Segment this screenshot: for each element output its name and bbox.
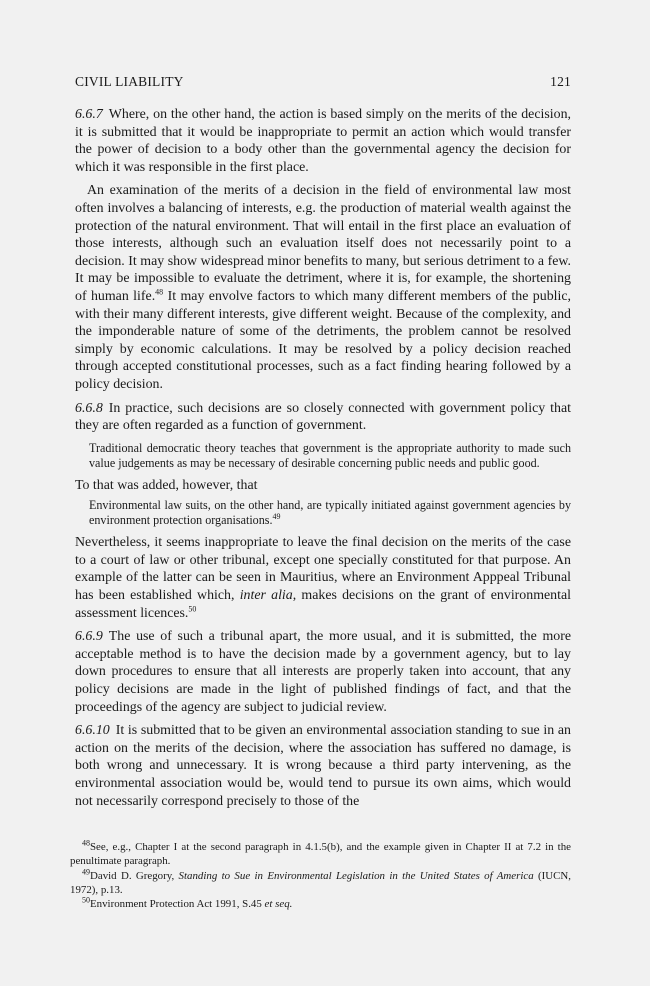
paragraph-text: In practice, such decisions are so closely connected with government policy that they are often regarded as a function of government.	[75, 400, 571, 434]
footnote-50	[70, 897, 571, 911]
footnote-number: 48	[82, 838, 90, 848]
footnotes	[70, 840, 571, 911]
page-number: 121	[550, 74, 571, 89]
paragraph-merits-examination	[75, 182, 571, 393]
paragraph-6-6-8	[75, 400, 571, 435]
footnote-text: David D. Gregory,	[90, 869, 179, 882]
paragraph-text: It is submitted that to be given an environmental association standing to sue in an action on the merits of the decision, where the association has suffered no damage, is both wrong and unnecessary. It is wrong because a third party intervening, as the environmental association would be, would tend to pursue its own aims, which would not necessarily correspond precisely to those of the	[75, 723, 571, 809]
footnote-text: Environment Protection Act 1991, S.45	[90, 898, 265, 911]
footnote-ref-49[interactable]: 49	[272, 512, 281, 522]
paragraph-6-6-10	[75, 722, 571, 810]
running-head	[75, 74, 571, 90]
paragraph-text: , makes decisions on the grant of environmental assessment licences.	[75, 588, 571, 621]
paragraph-text: The use of such a tribunal apart, the more usual, and it is submitted, the more acceptable method is to have the decision made by a government agency, but to lay down procedures to ensure that all interests are properly taken into account, that any policy decisions are made in the light of published findings of fact, and that the proceedings of the agency are subject to judicial review.	[75, 629, 571, 715]
italic-phrase: inter alia	[239, 588, 293, 604]
footnote-ref-48[interactable]: 48	[155, 287, 164, 297]
paragraph-text: Where, on the other hand, the action is based simply on the merits of the decision, it is submitted that it would be inappropriate to permit an action which would transfer the power of decision to a body other than the governmental agency the decision for which it was responsible in the first place.	[75, 107, 571, 175]
paragraph-6-6-9	[75, 628, 571, 716]
paragraph-nevertheless	[75, 534, 571, 622]
block-quote-2	[89, 498, 571, 528]
paragraph-text: Nevertheless, it seems inappropriate to leave the final decision on the merits of the case to a court of law or other tribunal, except one specially constituted for that purpose. An example of the latter can be seen in Mauritius, where an Environment Apppeal Tribunal has been established which,	[75, 535, 571, 604]
footnote-number: 49	[82, 866, 90, 876]
section-number: 6.6.7	[75, 107, 103, 122]
footnote-number: 50	[82, 895, 90, 905]
paragraph-6-6-7	[75, 106, 571, 176]
running-head-title: CIVIL LIABILITY	[75, 74, 184, 89]
footnote-text: (IUCN, 1972), p.13.	[70, 869, 571, 896]
block-quote-1: Traditional democratic theory teaches that government is the appropriate authority to made such value judgements as may be necessary of desirable concerning public needs and public good.	[89, 440, 571, 470]
quote-text: Environmental law suits, on the other hand, are typically initiated against government agencies by environment protection organisations.	[89, 498, 571, 528]
footnote-49	[70, 866, 571, 898]
footnote-title: Standing to Sue in Environmental Legislation in the United States of America	[178, 869, 534, 882]
footnote-48	[70, 840, 571, 869]
section-number: 6.6.9	[75, 629, 103, 645]
footnote-ref-50[interactable]: 50	[188, 604, 197, 614]
paragraph-text: It may envolve factors to which many different members of the public, with their many different interests, give different weight. Because of the complexity, and the imponderable nature of some of the detriments, the problem cannot be resolved simply by economic calculations. It may be resolved by a policy decision reached through accepted constitutional processes, such as a fact finding hearing followed by a policy decision.	[75, 288, 571, 392]
transition-line: To that was added, however, that	[75, 477, 258, 493]
section-number: 6.6.10	[75, 723, 110, 739]
section-number: 6.6.8	[75, 400, 103, 416]
footnote-text: See, e.g., Chapter I at the second paragraph in 4.1.5(b), and the example given in Chapter II at 7.2 in the penultimate paragraph.	[70, 841, 571, 868]
paragraph-text: An examination of the merits of a decision in the field of environmental law most often involves a balancing of interests, e.g. the production of material wealth against the protection of the natural environment. That will entail in the first place an evaluation of those interests, although such an evaluation itself does not necessarily point to a decision. It may show widespread minor benefits to many, but serious detriment to a few. It may be impossible to evaluate the detriment, where it is, for example, the shortening of human life.	[75, 183, 571, 304]
footnote-italic: et seq.	[264, 898, 293, 911]
